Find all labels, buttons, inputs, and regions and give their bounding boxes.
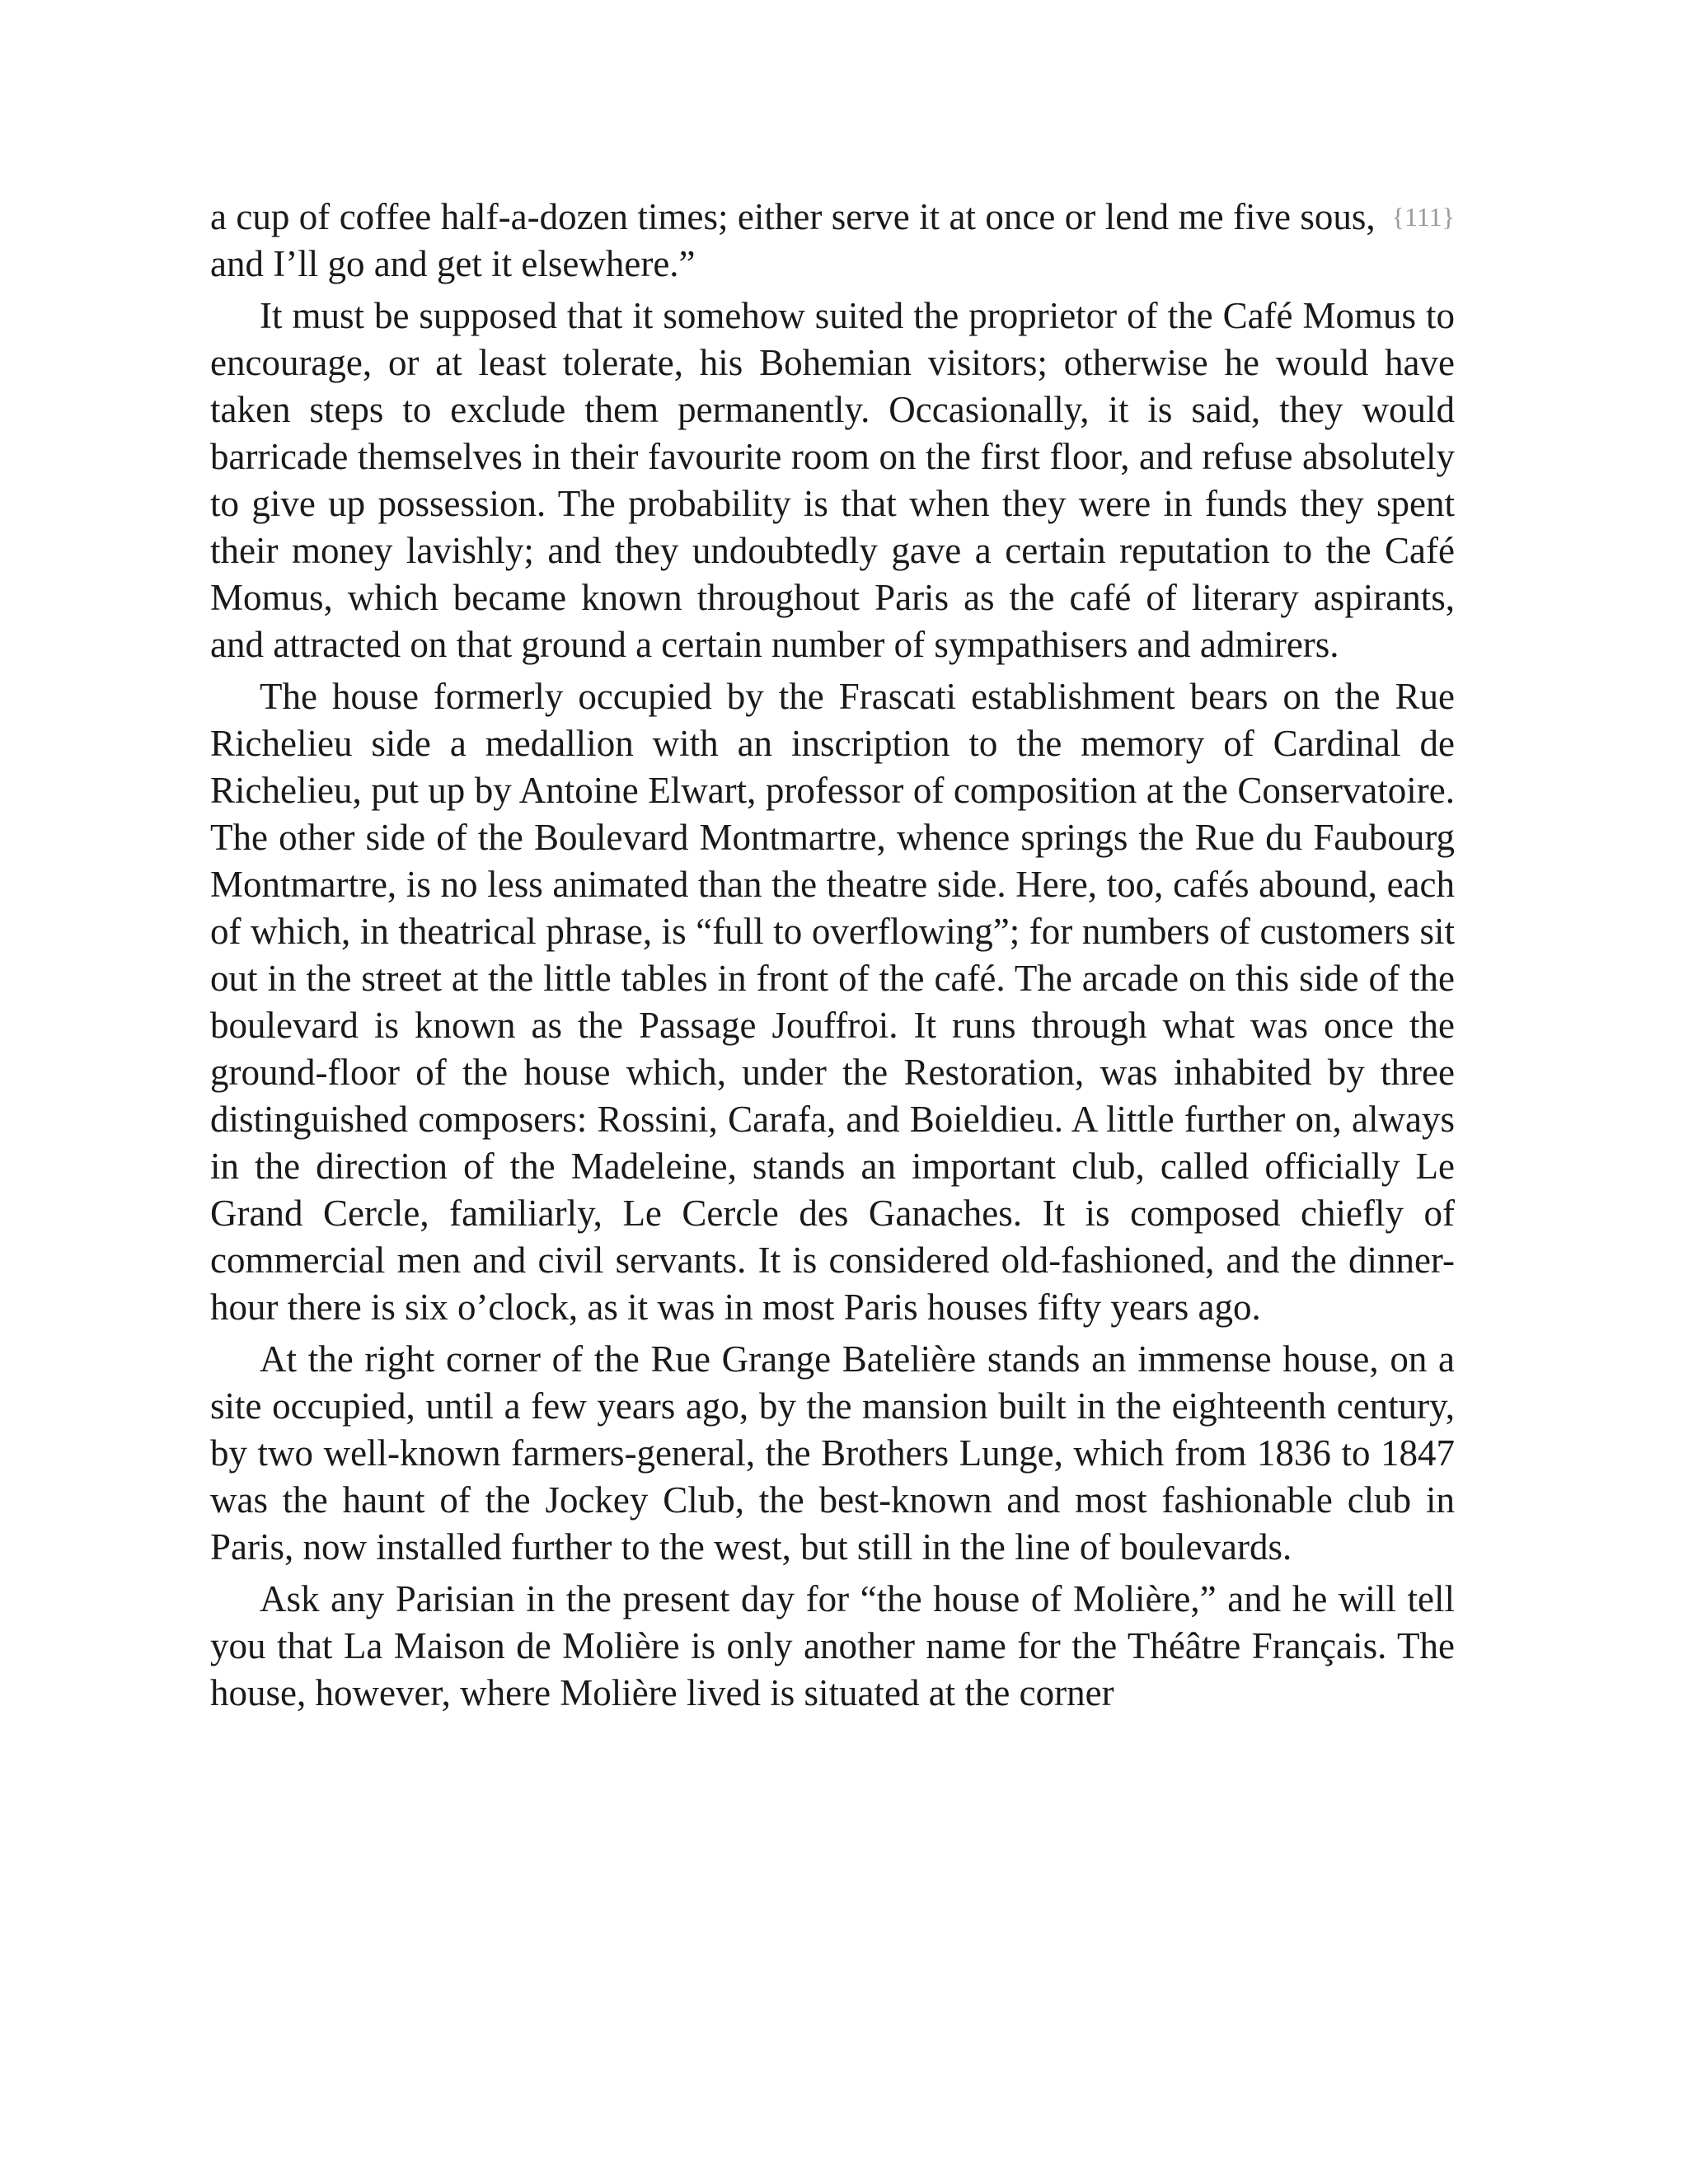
- page-body: [210, 194, 1455, 1722]
- page-number-marker: {111}: [1391, 202, 1455, 232]
- paragraph-2: It must be supposed that it somehow suited the proprietor of the Café Momus to encourage, or at least tolerate, his Bohemian visitors; otherwise he would have taken steps to exclude them permanently. Occasionally, it is said, they would barricade themselves in their favourite room on the first floor, and refuse absolutely to give up possession. The probability is that when they were in funds they spent their money lavishly; and they undoubtedly gave a certain reputation to the Café Momus, which became known throughout Paris as the café of literary aspirants, and attracted on that ground a certain number of sympathisers and admirers.: [210, 295, 1455, 665]
- paragraph-3: The house formerly occupied by the Frascati establishment bears on the Rue Richelieu side a medallion with an inscription to the memory of Cardinal de Richelieu, put up by Antoine Elwart, professor of composition at the Conservatoire. The other side of the Boulevard Montmartre, whence springs the Rue du Faubourg Montmartre, is no less animated than the theatre side. Here, too, cafés abound, each of which, in theatrical phrase, is “full to overflowing”; for numbers of customers sit out in the street at the little tables in front of the café. The arcade on this side of the boulevard is known as the Passage Jouffroi. It runs through what was once the ground-floor of the house which, under the Restoration, was inhabited by three distinguished composers: Rossini, Carafa, and Boieldieu. A little further on, always in the direction of the Madeleine, stands an important club, called officially Le Grand Cercle, familiarly, Le Cercle des Ganaches. It is composed chiefly of commercial men and civil servants. It is considered old-fashioned, and the dinner-hour there is six o’clock, as it was in most Paris houses fifty years ago.: [210, 676, 1455, 1328]
- paragraph-4: At the right corner of the Rue Grange Batelière stands an immense house, on a site occupied, until a few years ago, by the mansion built in the eighteenth century, by two well-known farmers-general, the Brothers Lunge, which from 1836 to 1847 was the haunt of the Jockey Club, the best-known and most fashionable club in Paris, now installed further to the west, but still in the line of boulevards.: [210, 1338, 1455, 1568]
- paragraph-1: [210, 194, 1455, 288]
- paragraph-5: Ask any Parisian in the present day for “the house of Molière,” and he will tell you that La Maison de Molière is only another name for the Théâtre Français. The house, however, where Molière lived is situated at the corner: [210, 1578, 1455, 1713]
- paragraph-1-text: a cup of coffee half-a-dozen times; either serve it at once or lend me five sous, and I’ll go and get it elsewhere.”: [210, 196, 1376, 284]
